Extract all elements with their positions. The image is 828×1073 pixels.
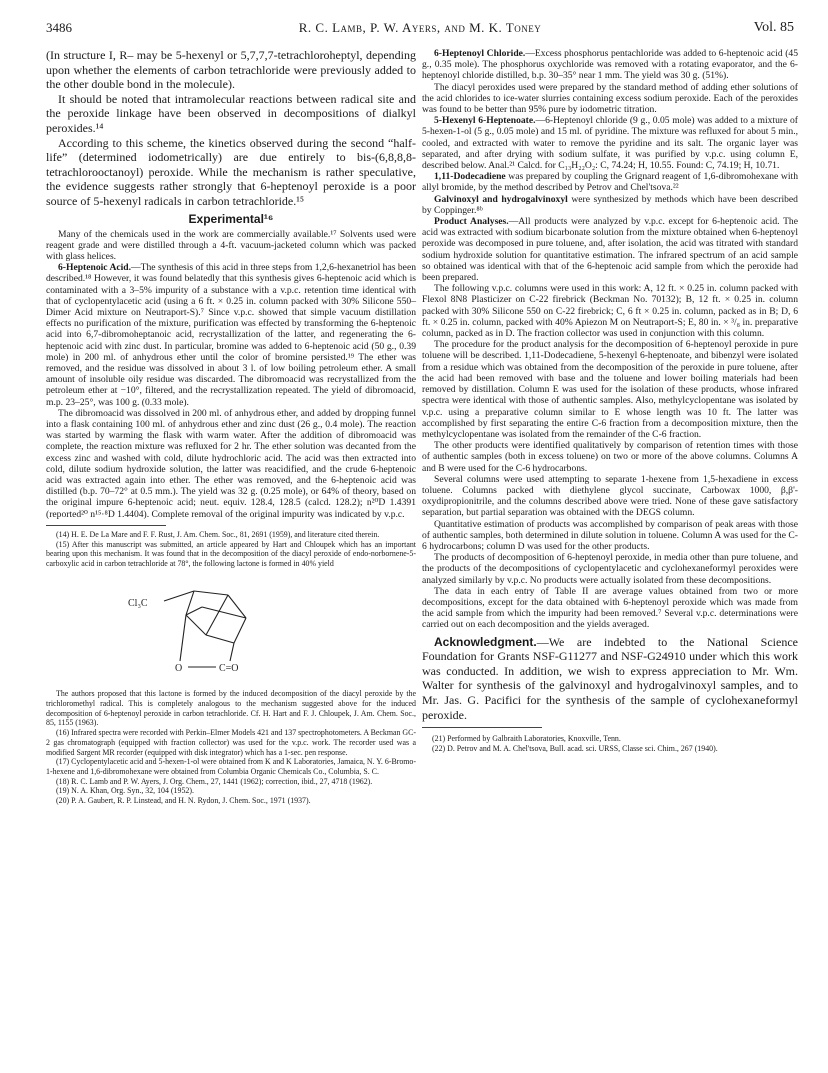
footnote-18: (18) R. C. Lamb and P. W. Ayers, J. Org. Chem., 27, 1441 (1962); correction, ibid., 27, 4718 (1962).: [56, 776, 373, 786]
intro-paragraph-1: (In structure I, R– may be 5-hexenyl or 5,7,7,7-tetrachloroheptyl, depending upon whether the elements of carbon tetrachloride were previously added to the other double bond in the molecule).: [46, 48, 416, 92]
acknowledgment-text: —We are indebted to the National Science Foundation for Grants NSF-G11277 and NSF-G24910 under which this work was conducted. In addition, we wish to express appreciation to Mr. Wm. Walter for synthesis of the galvinoxyl and hydrogalvinoxyl samples, and to Mr. Jas. G. Pacifici for the synthesis of the sample of cyclohexaneformyl peroxide.: [422, 634, 798, 722]
hexenyl-heptenoate-paragraph: [422, 115, 798, 171]
footnote-19: (19) N. A. Khan, Org. Syn., 32, 104 (1952).: [56, 786, 194, 796]
right-column: [422, 48, 798, 754]
experimental-text: [46, 229, 416, 520]
product-analyses-text: —All products were analyzed by v.p.c. except for 6-heptenoic acid. The acid was extracted with sodium bicarbonate solution from the mixture obtained when 6-heptenoyl peroxide was decomposed in pure toluene, and, after isolation, the acid was titrated with standard sodium hydroxide solution for quantitative estimation. The infrared spectrum of an acid sample so obtained was identical with that of the 6-heptenoic acid sample from which the peroxide had been prepared.: [422, 216, 798, 284]
acknowledgment-title: Acknowledgment.: [434, 634, 537, 649]
ring-oxygen-label: O: [175, 662, 183, 674]
running-authors: R. C. Lamb, P. W. Ayers, and M. K. Toney: [298, 20, 542, 35]
left-footnotes: [46, 530, 416, 806]
intro-text: [46, 48, 416, 209]
dibromoacid-paragraph: The dibromoacid was dissolved in 200 ml. of anhydrous ether, and added by dropping funnel into a flask containing 100 ml. of anhydrous ether and zinc dust (26 g., 0.4 mole). The reaction was started by warming the flask with warm water. After the addition of dibromoacid was complete, the reaction mixture was refluxed for 2 hr. The ether solution was decanted from the excess zinc and washed with cold, dilute hydrochloric acid. The acid was then extracted into cold, dilute sodium hydroxide solution, the latter was reacidified, and the crude 6-heptenoic acid was extracted again into ether. The ether was removed, and the 6-heptenoic acid was distilled (b.p. 70–72° at 0.5 mm.). The yield was 32 g. (0.25 mole), or 64% of theory, based on the original impure 6-heptenoic acid; neut. equiv. 128.4, 128.5 (calcd. 128.2); n²⁰D 1.4391 (reported²⁰ n¹⁵·⁸D 1.4404). Complete removal of the original impurity was indicated by v.p.c.: [46, 407, 416, 520]
footnote-20: (20) P. A. Gaubert, R. P. Linstead, and H. N. Rydon, J. Chem. Soc., 1971 (1937).: [56, 796, 311, 806]
quantitative-paragraph: Quantitative estimation of products was accomplished by comparison of peak areas with those of authentic samples, both determined in dilute solution in toluene. Column A was used for the C-6 hydrocarbons; column D was used for the other products.: [422, 518, 798, 552]
hexenyl-heptenoate-text: —6-Heptenoyl chloride (9 g., 0.05 mole) was added to a mixture of 5-hexen-1-ol (5 g., 0.05 mole) and 15 ml. of pyridine. The mixture was refluxed for about 5 min., cooled, and extracted with water to remove the pyridine and its salt. The organic layer was separated, and after drying with sodium sulfate, it was purified by v.p.c. using column E, described below. Anal.²¹ Calcd. for C₁₃H₂₂O₂: C, 74.24; H, 10.55. Found: C, 74.19; H, 10.71.: [422, 115, 799, 172]
page-number: 3486: [46, 20, 72, 35]
right-footnote-rule: [422, 727, 542, 728]
heptenoic-acid-paragraph: [46, 262, 416, 408]
footnote-16: (16) Infrared spectra were recorded with Perkin–Elmer Models 421 and 137 spectrophotometers. A Beckman GC-2 gas chromatograph (equipped with fraction collector) was used for the v.p.c. work. The recorder used was a modified Sargent MR recorder (equipped with disk integrator) which has a 1-sec. pen response.: [46, 728, 417, 757]
right-experimental-text: [422, 48, 798, 631]
volume-label: Vol. 85: [753, 20, 794, 35]
table-data-paragraph: The data in each entry of Table II are average values obtained from two or more decompositions, except for the data obtained with 6-heptenoyl peroxide which was made from the acid sample from which the impurity had been removed.⁷ Several v.p.c. determinations were carried out on each decomposition and the yields averaged.: [422, 585, 798, 631]
heptenoic-acid-title: 6-Heptenoic Acid.: [58, 262, 132, 274]
running-header: [46, 20, 794, 40]
hexenyl-heptenoate-title: 5-Hexenyl 6-Heptenoate.: [434, 115, 536, 127]
acknowledgment-paragraph: [422, 635, 798, 723]
product-analyses-title: Product Analyses.: [434, 216, 509, 228]
footnote-15-continued: The authors proposed that this lactone is formed by the induced decomposition of the diacyl peroxide by the trichloromethyl radical. This is completely analogous to the mechanism suggested above for the induced decomposition of 6-heptenoyl peroxide in carbon tetrachloride. Cf. H. Hart and F. J. Chloupek, J. Am. Chem. Soc., 85, 1155 (1963).: [46, 689, 416, 728]
vpc-columns-paragraph: The following v.p.c. columns were used in this work: A, 12 ft. × 0.25 in. column packed with Flexol 8N8 Plasticizer on C-22 firebrick (Beckman No. 70132); B, 12 ft. × 0.25 in. column packed with 30% Silicone 550 on C-22 firebrick; C, 6 ft × 0.25 in. column, packed as in B; D, 6 ft. × 0.25 in. column, packed with 40% Apiezon M on Neutraport-S; E, 80 in. × ³/₈ in. preparative column, packed as in D. The fraction collector was used in conjunction with this column.: [422, 283, 798, 340]
acknowledgment: [422, 635, 798, 723]
left-column: [46, 48, 416, 806]
carbonyl-label: C=O: [219, 662, 239, 674]
other-products-paragraph: The other products were identified qualitatively by comparison of retention times with those of authentic samples (both in excess toluene) on two or more of the above columns. Columns A and B were used for the C-6 hydrocarbons.: [422, 440, 798, 474]
galvinoxyl-title: Galvinoxyl and hydrogalvinoxyl: [434, 193, 568, 205]
heptenoyl-chloride-paragraph: [422, 48, 798, 82]
galvinoxyl-text: were synthesized by methods which have been described by Coppinger.⁸ᵇ: [422, 193, 798, 216]
right-footnotes: [422, 734, 798, 753]
dodecadiene-title: 1,11-Dodecadiene: [434, 171, 506, 183]
footnote-rule: [46, 525, 166, 526]
heptenoic-acid-text: —The synthesis of this acid in three steps from 1,2,6-hexanetriol has been described.¹⁸ However, it was found belatedly that this synthesis gives 6-heptenoic acid which is contaminated with a 3–5% impurity of a substance with a v.p.c. retention time identical with that of cyclopentylacetic acid (using a 6 ft. × 0.25 in. column packed with 30% Silicone 550–Dimer Acid mixture on Neutraport-S).⁷ Since v.p.c. showed that simple vacuum distillation effects no purification of the mixture, purification was effected by transforming the 6-heptenoic acid into 6,7-dibromoheptanoic acid, recrystallization of the latter, and regenerating the 6-heptenoic acid with zinc dust. In particular, bromine was added to 6-heptenoic acid (50 g., 0.39 mole) in 200 ml. of anhydrous ether until the color of bromine persisted.¹⁹ The ether was removed, and the residue was dissolved in about 3 l. of low boiling petroleum ether. A small amount of insoluble oily residue was discarded. The dibromoacid was recrystallized from the petroleum ether at −10°, filtered, and the recrystallization repeated. The yield of dibromoacid, m.p. 23–25°, was 100 g. (0.33 mole).: [46, 262, 416, 408]
product-analyses-paragraph: [422, 216, 798, 283]
footnote-22: (22) D. Petrov and M. A. Chel'tsova, Bull. acad. sci. URSS, Classe sci. Chim., 267 (1940).: [432, 743, 718, 753]
procedure-paragraph: The procedure for the product analysis for the decomposition of 6-heptenoyl peroxide in pure toluene will be described. 1,11-Dodecadiene, 5-hexenyl 6-heptenoate, and bibenzyl were isolated from a residue which was obtained from the decomposition of the peroxide in pure toluene, after the acid had been removed with base and the toluene and lower boiling materials had been removed by distillation. Column E was used for the isolation of these products, whose infrared spectra were identical with those of authentic samples. Also, methylcyclopentane was isolated by v.p.c. using a preparative column similar to E whose length was 10 ft. The latter was accomplished by first separating the entire C-6 fraction from a decomposition mixture, then the methylcyclopentane was isolated from the remainder of the C-6 fraction.: [422, 339, 798, 440]
lactone-bonds: [164, 591, 246, 667]
several-columns-paragraph: Several columns were used attempting to separate 1-hexene from 1,5-hexadiene in excess toluene. Columns packed with diethylene glycol succinate, Carbowax 1000, β,β'-oxydipropionitrile, and the columns described above were tried. None of these gave satisfactory separation, but partial separation was obtained with the DEGS column.: [422, 473, 798, 519]
footnote-14: (14) H. E. De La Mare and F. F. Rust, J. Am. Chem. Soc., 81, 2691 (1959), and literature cited therein.: [56, 529, 380, 539]
ccl3-label: Cl₃C: [128, 597, 148, 609]
diacyl-peroxides-paragraph: The diacyl peroxides used were prepared by the standard method of adding ether solutions of the acid chlorides to ice-water slurries containing excess sodium peroxide. Each of the peroxides was found to be better than 95% pure by iodometric titration.: [422, 81, 798, 116]
dodecadiene-text: was prepared by coupling the Grignard reagent of 1,6-dibromohexane with allyl bromide, by the method described by Petrov and Chel'tsova.²²: [422, 171, 798, 194]
footnote-15: (15) After this manuscript was submitted, an article appeared by Hart and Chloupek which has an important bearing upon this mechanism. It was found that in the decomposition of the diacyl peroxide of endo-norbornene-5-carboxylic acid in carbon tetrachloride at 78°, the following lactone is formed in 40% yield: [46, 539, 416, 568]
lactone-structure: [106, 573, 296, 683]
footnote-17: (17) Cyclopentylacetic acid and 5-hexen-1-ol were obtained from K and K Laboratories, Jamaica, N. Y. 6-Bromo-1-hexene and 1,6-dibromohexane were obtained from Columbia Organic Chemicals Co., Columbia, S. C.: [46, 757, 416, 776]
dodecadiene-paragraph: [422, 171, 798, 193]
experimental-paragraph-1: Many of the chemicals used in the work are commercially available.¹⁷ Solvents used were reagent grade and were distilled through a 4-ft. vacuum-jacketed column which was packed with glass helices.: [46, 228, 416, 262]
decomposition-products-paragraph: The products of decomposition of 6-heptenoyl peroxide, in media other than pure toluene, and the products of the decompositions of cyclopentylacetic and cyclohexaneformyl peroxides were analyzed similarly by v.p.c. No products were actually isolated from these decompositions.: [422, 552, 798, 586]
heptenoyl-chloride-title: 6-Heptenoyl Chloride.: [434, 48, 526, 59]
galvinoxyl-paragraph: [422, 194, 798, 216]
footnote-21: (21) Performed by Galbraith Laboratories, Knoxville, Tenn.: [432, 734, 621, 744]
intro-paragraph-2: It should be noted that intramolecular reactions between radical site and the peroxide linkage have been observed in decompositions of dialkyl peroxides.¹⁴: [46, 91, 416, 135]
intro-paragraph-3: According to this scheme, the kinetics observed during the second “half-life” (determined iodometrically) are due entirely to bis-(6,8,8,8-tetrachlorooctanoyl) peroxide. While the mechanism is rather speculative, the evidence suggests rather strongly that 6-heptenoyl peroxide is a poor source of 5-hexenyl radicals in carbon tetrachloride.¹⁵: [46, 135, 416, 208]
heptenoyl-chloride-text: —Excess phosphorus pentachloride was added to 6-heptenoic acid (45 g., 0.35 mole). The phosphorus oxychloride was removed with a rotating evaporator, and the 6-heptenoyl chloride distilled, b.p. 30–35° near 1 mm. The yield was 30 g. (51%).: [422, 48, 798, 82]
experimental-heading: Experimental¹⁶: [188, 211, 274, 226]
